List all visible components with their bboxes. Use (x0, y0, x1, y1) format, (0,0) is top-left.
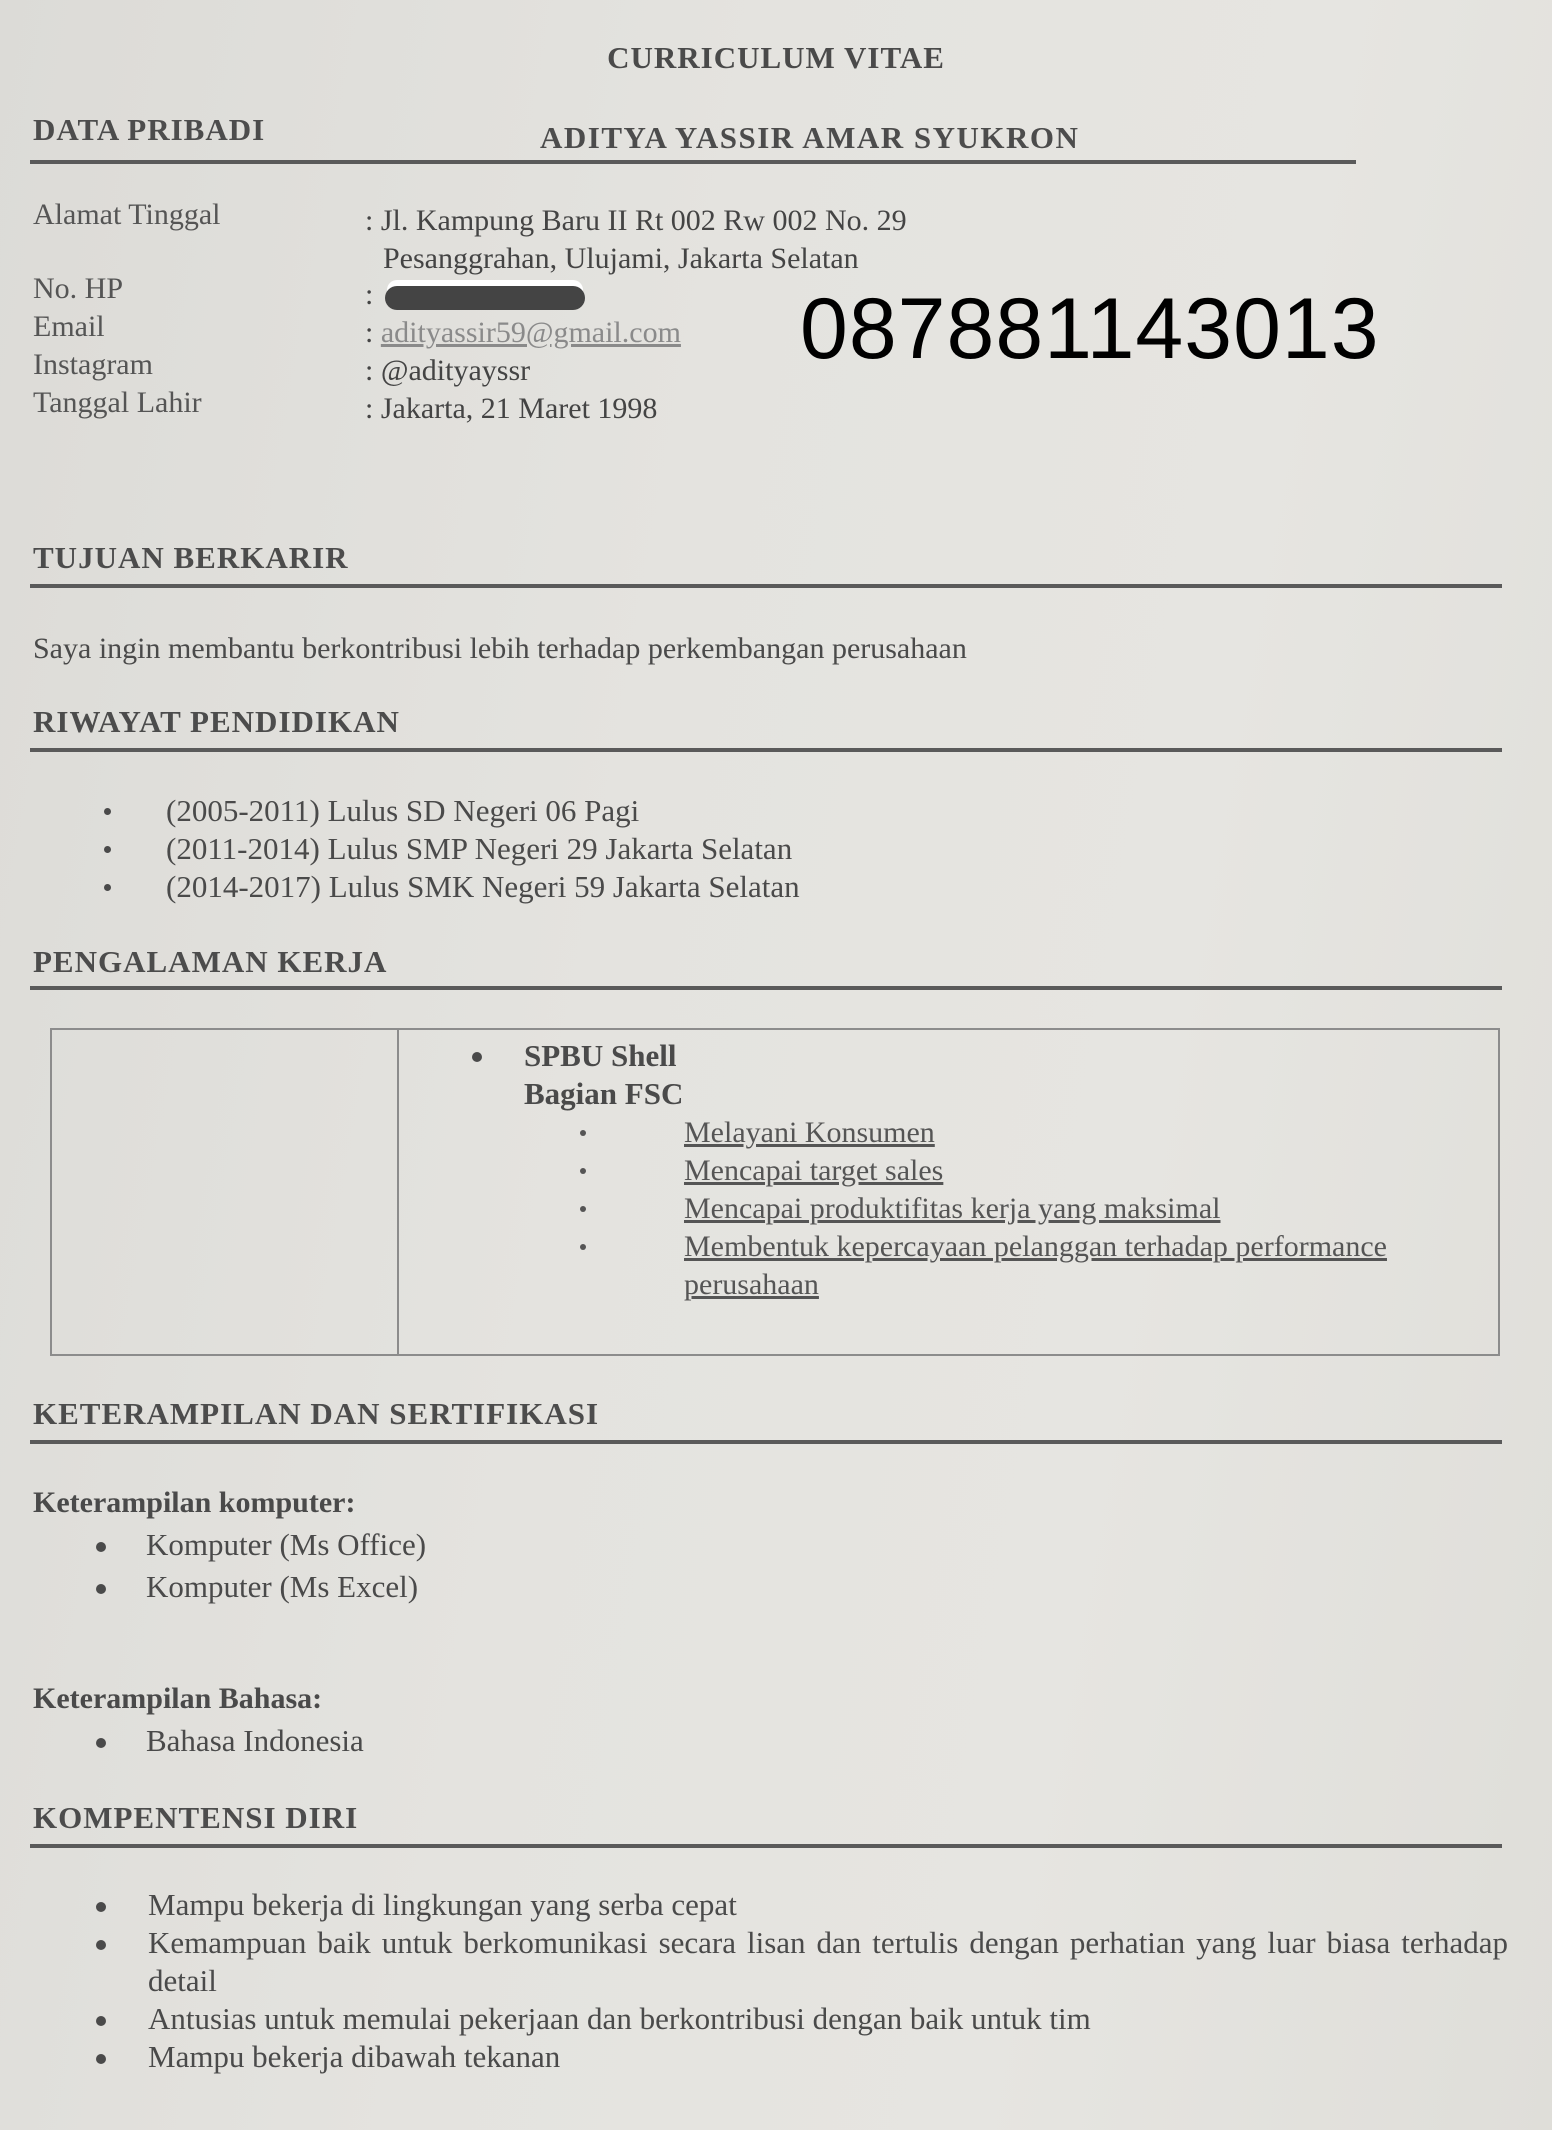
section-rule (30, 748, 1502, 752)
list-item-text: (2005-2011) Lulus SD Negeri 06 Pagi (166, 793, 640, 828)
list-item-text: Komputer (Ms Excel) (146, 1569, 419, 1604)
email-row (365, 316, 681, 350)
section-heading-pengalaman: PENGALAMAN KERJA (33, 944, 388, 979)
section-heading-tujuan: TUJUAN BERKARIR (33, 540, 349, 575)
list-item (166, 792, 800, 830)
tujuan-text: Saya ingin membantu berkontribusi lebih terhadap perkembangan perusahaan (33, 632, 967, 665)
section-rule (30, 1844, 1502, 1848)
list-item-text: Bahasa Indonesia (146, 1723, 364, 1758)
bullet-icon (96, 1542, 106, 1552)
section-rule (30, 1440, 1502, 1444)
instagram-value: : @adityayssr (365, 354, 531, 387)
duty-item (684, 1228, 1464, 1304)
list-item (148, 2038, 1508, 2076)
list-item (146, 1566, 426, 1608)
address-line-2: Pesanggrahan, Ulujami, Jakarta Selatan (383, 242, 859, 275)
list-item (166, 830, 800, 868)
candidate-name: ADITYA YASSIR AMAR SYUKRON (540, 120, 1080, 155)
section-heading-pendidikan: RIWAYAT PENDIDIKAN (33, 704, 400, 739)
work-company: SPBU Shell (524, 1038, 677, 1073)
list-item-text: Mampu bekerja dibawah tekanan (148, 2039, 561, 2074)
list-item-text: Antusias untuk memulai pekerjaan dan berkontribusi dengan baik untuk tim (148, 2001, 1091, 2036)
list-item-text: Mampu bekerja di lingkungan yang serba cepat (148, 1887, 737, 1922)
duty-text: Mencapai target sales (684, 1154, 944, 1187)
work-experience-table (50, 1028, 1500, 1356)
bullet-icon (472, 1052, 482, 1062)
pendidikan-list (166, 792, 800, 906)
list-item (166, 868, 800, 906)
bullet-icon (96, 1738, 106, 1748)
section-rule (30, 986, 1502, 990)
bullet-icon (104, 846, 111, 853)
list-item-text: (2011-2014) Lulus SMP Negeri 29 Jakarta Selatan (166, 831, 793, 866)
email-label: Email (33, 310, 105, 343)
table-column-divider (397, 1030, 399, 1354)
work-role: Bagian FSC (524, 1076, 684, 1111)
bullet-icon (96, 1902, 106, 1912)
bullet-icon (96, 2054, 106, 2064)
list-item-text: Komputer (Ms Office) (146, 1527, 427, 1562)
birth-label: Tanggal Lahir (33, 386, 202, 419)
list-item-text: (2014-2017) Lulus SMK Negeri 59 Jakarta Selatan (166, 869, 800, 904)
bullet-icon (580, 1130, 586, 1136)
instagram-label: Instagram (33, 348, 153, 381)
email-link[interactable]: adityassir59@gmail.com (380, 316, 681, 349)
bullet-icon (104, 808, 111, 815)
bullet-icon (96, 1584, 106, 1594)
duties-list (684, 1114, 1464, 1304)
phone-prefix: : (365, 278, 374, 311)
list-item (146, 1720, 364, 1762)
bahasa-list (146, 1720, 364, 1762)
duty-text: Melayani Konsumen (684, 1116, 935, 1149)
address-label: Alamat Tinggal (33, 198, 221, 231)
section-heading-keterampilan: KETERAMPILAN DAN SERTIFIKASI (33, 1396, 600, 1431)
komputer-heading: Keterampilan komputer: (33, 1486, 356, 1519)
duty-text: Membentuk kepercayaan pelanggan terhadap performance perusahaan (684, 1230, 1387, 1301)
duty-text: Mencapai produktifitas kerja yang maksimal (684, 1192, 1221, 1225)
list-item (148, 1924, 1508, 2000)
email-prefix: : (365, 316, 381, 349)
list-item (148, 1886, 1508, 1924)
duty-item (684, 1114, 1464, 1152)
bullet-icon (96, 1940, 106, 1950)
phone-number-overlay: 087881143013 (800, 281, 1380, 377)
bullet-icon (580, 1206, 586, 1212)
bullet-icon (96, 2016, 106, 2026)
list-item (148, 2000, 1508, 2038)
section-rule (30, 160, 1356, 164)
redaction-mark (385, 286, 585, 310)
list-item (146, 1524, 426, 1566)
section-heading-kompetensi: KOMPENTENSI DIRI (33, 1800, 359, 1835)
phone-label: No. HP (33, 272, 124, 305)
bahasa-heading: Keterampilan Bahasa: (33, 1682, 323, 1715)
duty-item (684, 1152, 1464, 1190)
komputer-list (146, 1524, 426, 1608)
kompetensi-list (148, 1886, 1508, 2076)
section-heading-data-pribadi: DATA PRIBADI (33, 112, 266, 147)
section-rule (30, 584, 1502, 588)
document-title: CURRICULUM VITAE (607, 40, 945, 75)
bullet-icon (580, 1244, 586, 1250)
bullet-icon (580, 1168, 586, 1174)
duty-item (684, 1190, 1464, 1228)
list-item-text: Kemampuan baik untuk berkomunikasi secara lisan dan tertulis dengan perhatian yang luar biasa terhadap detail (148, 1925, 1508, 1998)
address-line-1: : Jl. Kampung Baru II Rt 002 Rw 002 No. 29 (365, 204, 907, 237)
bullet-icon (104, 884, 111, 891)
birth-value: : Jakarta, 21 Maret 1998 (365, 392, 658, 425)
